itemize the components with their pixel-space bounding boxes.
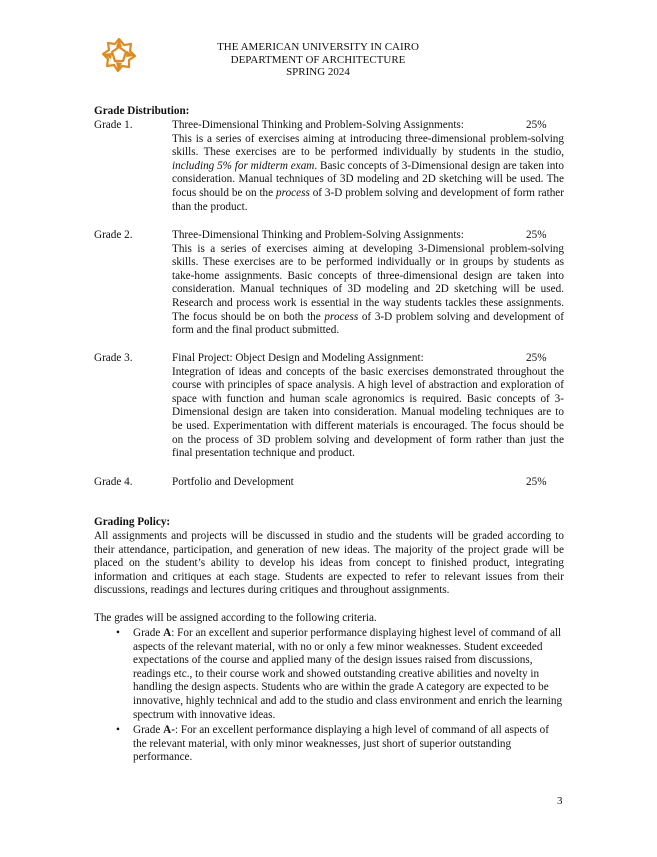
bullet-icon: •: [116, 627, 120, 639]
grade-4-description: [172, 476, 564, 490]
grade-1-text: This is a series of exercises aiming at introducing three-dimensional problem-solving skills. These exercises are to be performed individually by students in the studio,: [172, 132, 564, 159]
grade-1-title: Three-Dimensional Thinking and Problem-Solving Assignments:: [172, 119, 464, 131]
grade-3-text: Integration of ideas and concepts of the basic exercises demonstrated throughout the course with principles of space analysis. A high level of abstraction and exploration of space with function and human scale agronomics is required. Basic concepts of 3-Dimensional design are taken into consideration. Manual modeling techniques are to be used. Experimentation with different materials is encouraged. The focus should be on the process of 3D problem solving and development of form rather than just the final presentation technique and product.: [172, 365, 564, 460]
grade-1-description: [172, 119, 564, 214]
grade-3-percent: 25%: [526, 352, 547, 364]
bullet-icon: •: [116, 724, 120, 737]
university-name: THE AMERICAN UNIVERSITY IN CAIRO: [217, 41, 419, 53]
grade-3-label: Grade 3.: [94, 352, 133, 364]
department-name: DEPARTMENT OF ARCHITECTURE: [230, 53, 406, 66]
grading-policy-heading: Grading Policy:: [94, 516, 171, 528]
grade-4-percent: 25%: [526, 476, 547, 488]
grade-2-percent: 25%: [526, 229, 547, 241]
criterion-prefix: Grade: [133, 724, 164, 737]
grade-4-label: Grade 4.: [94, 476, 133, 488]
list-item: [94, 724, 564, 765]
grade-2-description: [172, 229, 564, 338]
grade-1-text-b: . Basic concepts of 3-Dimensional design are taken into consideration. Manual techniques of 3D modeling and 2D sketching will be used. The focus should be on the: [172, 159, 564, 199]
grade-2-title: Three-Dimensional Thinking and Problem-Solving Assignments:: [172, 229, 464, 241]
grade-1-label: Grade 1.: [94, 119, 133, 131]
grade-1-italic: including 5% for midterm exam: [172, 159, 315, 172]
grade-2-label: Grade 2.: [94, 229, 133, 241]
list-item: [94, 627, 564, 722]
document-header: [168, 41, 468, 79]
grade-3-title: Final Project: Object Design and Modeling Assignment:: [172, 352, 424, 364]
criteria-intro: The grades will be assigned according to the following criteria.: [94, 612, 377, 624]
page-number: 3: [557, 795, 563, 807]
criterion-grade: A-: [163, 724, 175, 737]
criterion-grade: A: [163, 627, 172, 639]
auc-logo-icon: [100, 36, 138, 74]
criteria-list: [94, 627, 564, 767]
grade-2-text: This is a series of exercises aiming at developing 3-Dimensional problem-solving skills. These exercises are to be performed individually or in groups by students as take-home assignments. Basic concepts of three-dimensional design are taken into consideration. Manual techniques of 3D modeling and 2D sketching will be used. Research and process work is essential in the way students tackles these assignments. The focus should be on both the: [172, 242, 564, 323]
grade-2-italic: process: [324, 310, 359, 323]
grade-1-percent: 25%: [526, 119, 547, 131]
grade-distribution-heading: Grade Distribution:: [94, 105, 190, 117]
criterion-text: : For an excellent and superior performance displaying highest level of command of all aspects of the relevant material, with no or only a few minor weaknesses. Student exceeded expectations of the course and applied many of the design issues raised from discussions, readings etc., to their course work and showed outstanding creative abilities and novelty in handling the design aspects. Students who are within the grade A category are expected to be innovative, highly technical and add to the studio and class environment and enrich the learning spectrum with innovative ideas.: [133, 627, 563, 721]
grade-4-title: Portfolio and Development: [172, 476, 294, 488]
semester: SPRING 2024: [286, 66, 350, 78]
grading-policy-paragraph: All assignments and projects will be discussed in studio and the students will be graded according to their attendance, participation, and generation of new ideas. The majority of the project grade will be placed on the student’s ability to develop his ideas from concept to finished product, integrating information and critiques at each stage. Students are expected to refer to relevant issues from their discussions, readings and lectures during critiques and throughout assignments.: [94, 530, 564, 597]
grade-1-text-c: of 3-D problem solving and development of form rather than the product.: [172, 186, 564, 213]
grade-2-text-b: of 3-D problem solving and development of form and the final product submitted.: [172, 310, 564, 337]
grade-1-italic-2: process: [276, 186, 310, 199]
criterion-prefix: Grade: [133, 627, 164, 639]
criterion-text: : For an excellent performance displaying a high level of command of all aspects of the relevant material, with only minor weaknesses, just short of superior outstanding performance.: [133, 724, 549, 764]
grade-3-description: [172, 352, 564, 461]
